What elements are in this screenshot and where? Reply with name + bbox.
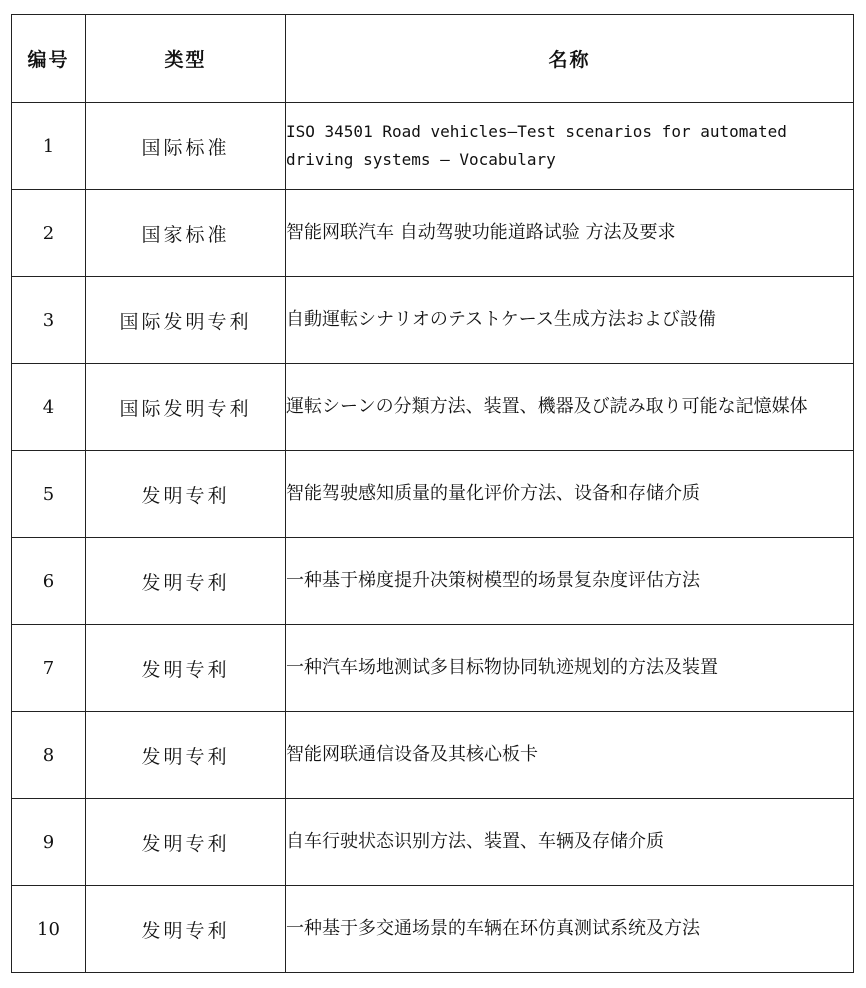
table-row	[12, 625, 854, 712]
row-num: 2	[12, 190, 86, 277]
row-num: 6	[12, 538, 86, 625]
row-type: 发明专利	[86, 712, 286, 799]
row-name: 智能网联通信设备及其核心板卡	[286, 712, 854, 799]
row-name: ISO 34501 Road vehicles—Test scenarios for automated driving systems — Vocabulary	[286, 103, 854, 190]
standards-patents-table	[11, 14, 854, 973]
table-row	[12, 886, 854, 973]
table-row	[12, 103, 854, 190]
table-row	[12, 538, 854, 625]
header-name: 名称	[286, 15, 854, 103]
row-num: 3	[12, 277, 86, 364]
row-type: 发明专利	[86, 625, 286, 712]
row-name: 智能网联汽车 自动驾驶功能道路试验 方法及要求	[286, 190, 854, 277]
row-type: 发明专利	[86, 799, 286, 886]
table-row	[12, 799, 854, 886]
row-type: 国际发明专利	[86, 364, 286, 451]
table-row	[12, 451, 854, 538]
row-type: 发明专利	[86, 538, 286, 625]
header-num: 编号	[12, 15, 86, 103]
row-num: 1	[12, 103, 86, 190]
row-name: 一种基于梯度提升决策树模型的场景复杂度评估方法	[286, 538, 854, 625]
table-header-row	[12, 15, 854, 103]
row-name: 運転シーンの分類方法、装置、機器及び読み取り可能な記憶媒体	[286, 364, 854, 451]
row-num: 5	[12, 451, 86, 538]
row-name: 一种基于多交通场景的车辆在环仿真测试系统及方法	[286, 886, 854, 973]
row-type: 国家标准	[86, 190, 286, 277]
table-row	[12, 712, 854, 799]
row-num: 10	[12, 886, 86, 973]
row-type: 发明专利	[86, 451, 286, 538]
row-name: 自车行驶状态识别方法、装置、车辆及存储介质	[286, 799, 854, 886]
table-row	[12, 190, 854, 277]
row-num: 4	[12, 364, 86, 451]
row-name: 自動運転シナリオのテストケース生成方法および設備	[286, 277, 854, 364]
table-row	[12, 277, 854, 364]
row-num: 7	[12, 625, 86, 712]
row-num: 8	[12, 712, 86, 799]
row-type: 国际标准	[86, 103, 286, 190]
row-type: 发明专利	[86, 886, 286, 973]
table-row	[12, 364, 854, 451]
row-name: 一种汽车场地测试多目标物协同轨迹规划的方法及装置	[286, 625, 854, 712]
header-type: 类型	[86, 15, 286, 103]
row-name: 智能驾驶感知质量的量化评价方法、设备和存储介质	[286, 451, 854, 538]
row-type: 国际发明专利	[86, 277, 286, 364]
row-num: 9	[12, 799, 86, 886]
